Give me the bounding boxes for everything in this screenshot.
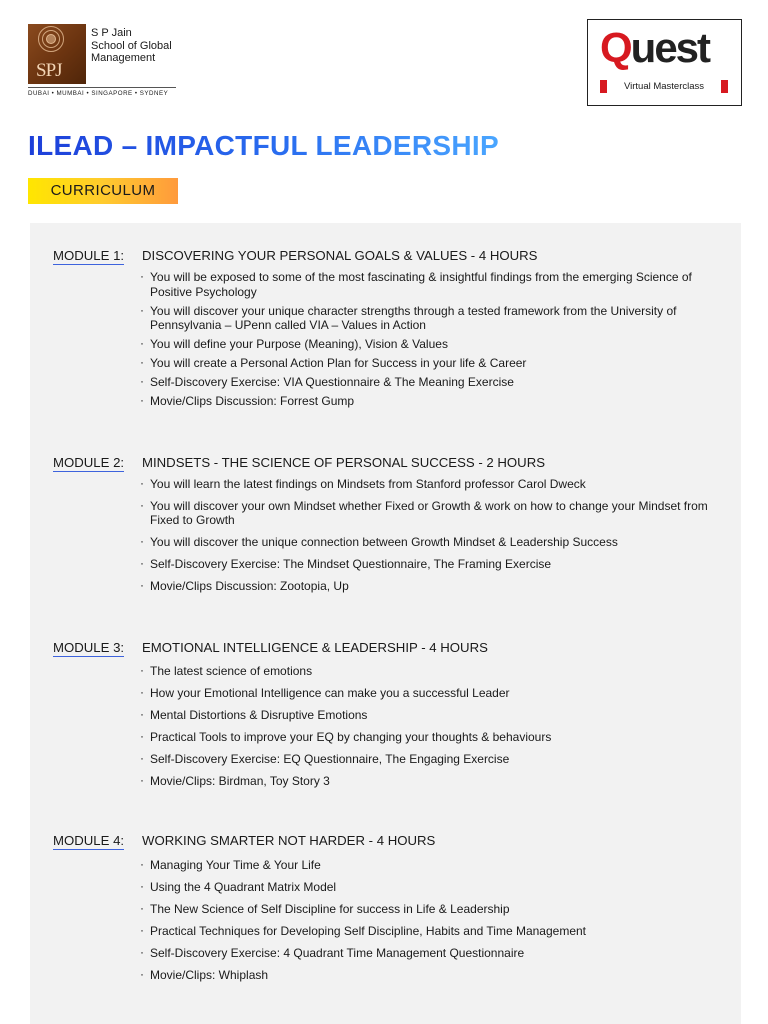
curriculum-badge: CURRICULUM (28, 178, 178, 204)
module-bullets (140, 858, 730, 990)
bullet-item: · How your Emotional Intelligence can make you a successful Leader (140, 686, 730, 701)
module-title: EMOTIONAL INTELLIGENCE & LEADERSHIP - 4 HOURS (142, 640, 488, 655)
bullet-item: · Mental Distortions & Disruptive Emotions (140, 708, 730, 723)
bullet-item: · Practical Techniques for Developing Self Discipline, Habits and Time Management (140, 924, 730, 939)
quest-wordmark: Quest (600, 24, 710, 71)
bullet-item: · You will be exposed to some of the most fascinating & insightful findings from the emerging Science of Positive Psychology (140, 270, 730, 299)
spjain-logo (28, 24, 188, 98)
page-title: ILEAD – IMPACTFUL LEADERSHIP (28, 130, 499, 161)
bullet-item: · Movie/Clips Discussion: Forrest Gump (140, 394, 730, 409)
module-label: MODULE 3: (53, 640, 125, 655)
bullet-item: · You will learn the latest findings on Mindsets from Stanford professor Carol Dweck (140, 477, 730, 492)
bullet-item: · Movie/Clips: Whiplash (140, 968, 730, 983)
bullet-item: · The New Science of Self Discipline for success in Life & Leadership (140, 902, 730, 917)
module-bullets (140, 477, 730, 600)
quest-subtitle: Virtual Masterclass (623, 81, 705, 92)
bullet-item: · Managing Your Time & Your Life (140, 858, 730, 873)
module-title: MINDSETS - THE SCIENCE OF PERSONAL SUCCESS - 2 HOURS (142, 455, 546, 470)
spjain-monogram: SPJ (36, 60, 62, 81)
spjain-name-line: S P Jain (91, 27, 132, 39)
bullet-item: · You will define your Purpose (Meaning), Vision & Values (140, 337, 730, 352)
bullet-item: · Self-Discovery Exercise: The Mindset Questionnaire, The Framing Exercise (140, 557, 730, 572)
spjain-name-line: School of Global (91, 39, 172, 52)
quest-subtitle-bar (600, 80, 728, 93)
bullet-item: · Self-Discovery Exercise: VIA Questionnaire & The Meaning Exercise (140, 375, 730, 390)
module-label: MODULE 1: (53, 248, 125, 263)
module-label: MODULE 4: (53, 833, 125, 848)
bullet-item: · Movie/Clips Discussion: Zootopia, Up (140, 579, 730, 594)
spjain-emblem-icon (28, 24, 86, 84)
bullet-item: · You will create a Personal Action Plan for Success in your life & Career (140, 356, 730, 371)
bullet-item: · The latest science of emotions (140, 664, 730, 679)
bullet-item: · Self-Discovery Exercise: 4 Quadrant Time Management Questionnaire (140, 946, 730, 961)
spjain-name-line: Management (91, 52, 156, 64)
spjain-name (91, 27, 172, 65)
module-title: WORKING SMARTER NOT HARDER - 4 HOURS (142, 833, 436, 848)
bullet-item: · You will discover your own Mindset whether Fixed or Growth & work on how to change your Mindset from Fixed to Growth (140, 499, 730, 528)
spjain-cities: DUBAI • MUMBAI • SINGAPORE • SYDNEY (28, 87, 176, 97)
bullet-item: · Using the 4 Quadrant Matrix Model (140, 880, 730, 895)
bullet-item: · You will discover the unique connection between Growth Mindset & Leadership Success (140, 535, 730, 550)
bullet-item: · You will discover your unique character strengths through a tested framework from the University of Pennsylvania – UPenn called VIA – Values in Action (140, 304, 730, 333)
bullet-item: · Practical Tools to improve your EQ by changing your thoughts & behaviours (140, 730, 730, 745)
module-bullets (140, 270, 730, 413)
module-title: DISCOVERING YOUR PERSONAL GOALS & VALUES - 4 HOURS (142, 248, 538, 263)
quest-logo (587, 19, 742, 106)
module-label: MODULE 2: (53, 455, 125, 470)
curriculum-panel (30, 223, 741, 1024)
module-bullets (140, 664, 730, 796)
bullet-item: · Self-Discovery Exercise: EQ Questionnaire, The Engaging Exercise (140, 752, 730, 767)
bullet-item: · Movie/Clips: Birdman, Toy Story 3 (140, 774, 730, 789)
